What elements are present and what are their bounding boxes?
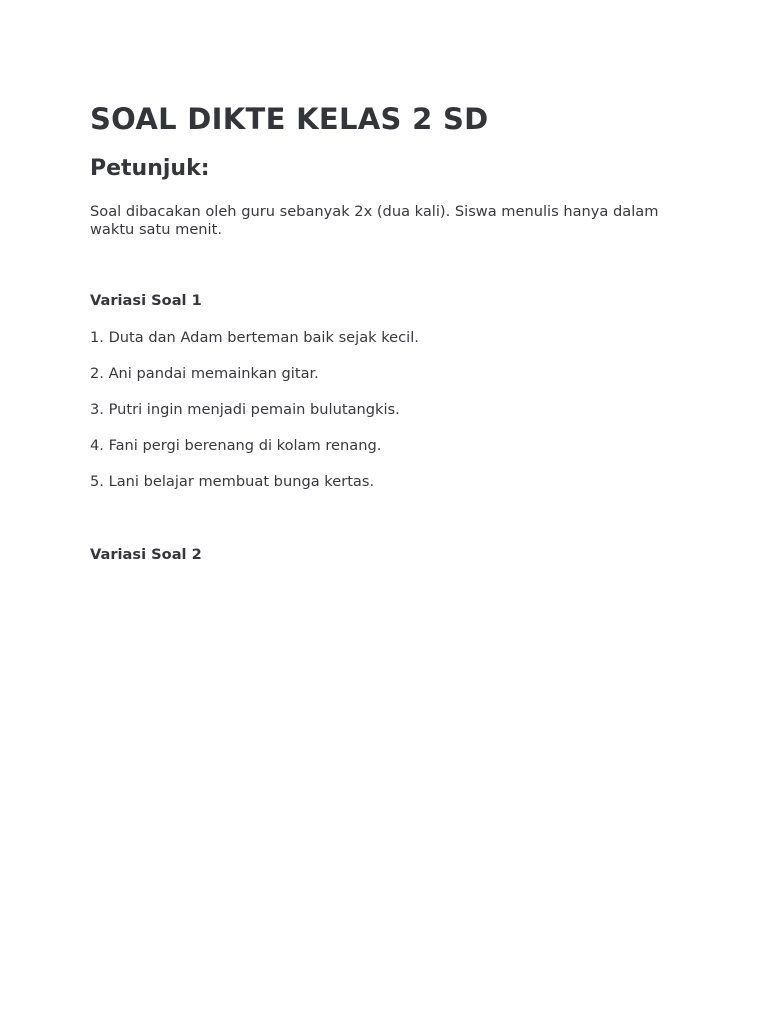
- list-item: 3. Putri ingin menjadi pemain bulutangkis.: [90, 401, 400, 418]
- list-item: 5. Lani belajar membuat bunga kertas.: [90, 473, 375, 490]
- list-item: 2. Ani pandai memainkan gitar.: [90, 365, 319, 382]
- list-item: 1. Duta dan Adam berteman baik sejak kecil.: [90, 329, 419, 346]
- instructions-heading: Petunjuk:: [90, 156, 210, 181]
- instructions-text: Soal dibacakan oleh guru sebanyak 2x (dua kali). Siswa menulis hanya dalam waktu satu menit.: [90, 203, 659, 238]
- variant-1-item-list: [90, 329, 419, 509]
- variant-2-heading: Variasi Soal 2: [90, 546, 202, 563]
- document-title: SOAL DIKTE KELAS 2 SD: [90, 102, 489, 136]
- list-item: 4. Fani pergi berenang di kolam renang.: [90, 437, 382, 454]
- variant-1-heading: Variasi Soal 1: [90, 292, 202, 309]
